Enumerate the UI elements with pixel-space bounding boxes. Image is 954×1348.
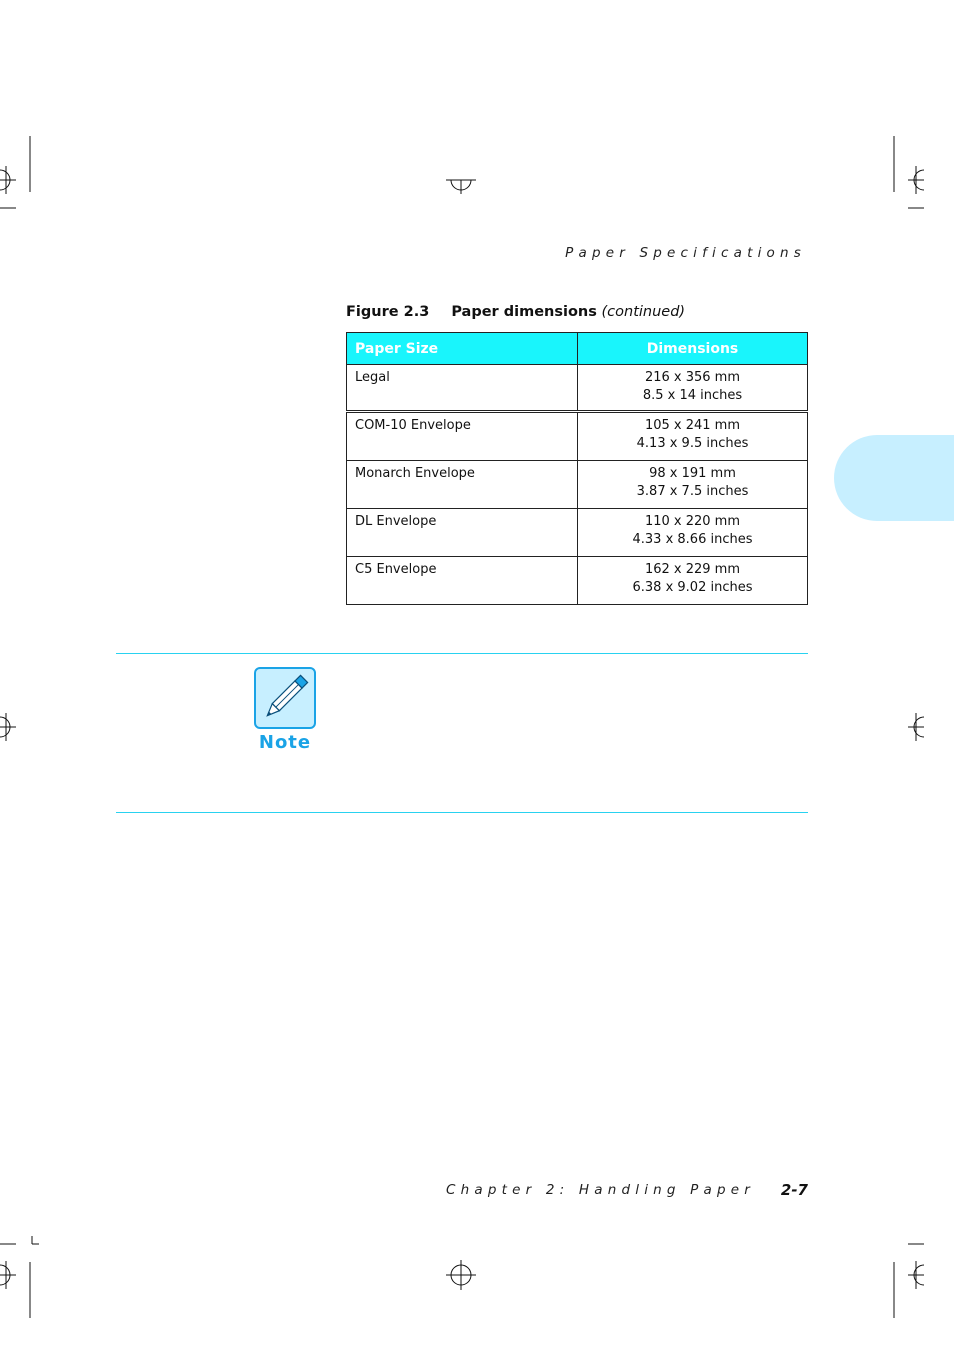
table-row (347, 509, 808, 557)
figure-caption (346, 304, 685, 320)
note-label: Note (258, 732, 312, 753)
dimension-imperial: 4.13 x 9.5 inches (636, 435, 749, 451)
figure-title: Paper dimensions (451, 304, 597, 320)
paper-size-cell: Monarch Envelope (347, 461, 578, 509)
note-bottom-rule (116, 812, 808, 813)
table-row (347, 365, 808, 412)
dimension-metric: 105 x 241 mm (644, 418, 741, 433)
dimension-metric: 98 x 191 mm (649, 466, 736, 481)
dimension-imperial: 4.33 x 8.66 inches (632, 531, 753, 547)
dimension-imperial: 3.87 x 7.5 inches (636, 483, 749, 499)
table-row (347, 557, 808, 605)
paper-size-cell: Legal (347, 365, 578, 412)
running-header: Paper Specifications (565, 245, 806, 261)
header-dimensions: Dimensions (578, 333, 808, 365)
dimensions-cell (578, 557, 808, 605)
footer-chapter-title: Chapter 2: Handling Paper (446, 1182, 756, 1198)
paper-size-cell: COM-10 Envelope (347, 412, 578, 461)
paper-size-cell: C5 Envelope (347, 557, 578, 605)
note-top-rule (116, 653, 808, 654)
dimensions-cell (578, 412, 808, 461)
paper-size-cell: DL Envelope (347, 509, 578, 557)
figure-number: Figure 2.3 (346, 304, 430, 320)
dimension-metric: 110 x 220 mm (644, 514, 741, 529)
table-row (347, 412, 808, 461)
pencil-icon (254, 667, 316, 729)
chapter-side-tab (834, 435, 954, 521)
dimension-metric: 216 x 356 mm (644, 370, 741, 385)
dimensions-cell (578, 509, 808, 557)
table-header-row (347, 333, 808, 365)
dimension-imperial: 6.38 x 9.02 inches (632, 579, 753, 595)
paper-dimensions-table (346, 332, 808, 605)
table-row (347, 461, 808, 509)
figure-continued: (continued) (601, 304, 686, 320)
dimensions-cell (578, 461, 808, 509)
dimensions-cell (578, 365, 808, 412)
dimension-metric: 162 x 229 mm (644, 562, 741, 577)
header-paper-size: Paper Size (347, 333, 578, 365)
page-number: 2-7 (780, 1181, 808, 1199)
dimension-imperial: 8.5 x 14 inches (642, 387, 743, 403)
